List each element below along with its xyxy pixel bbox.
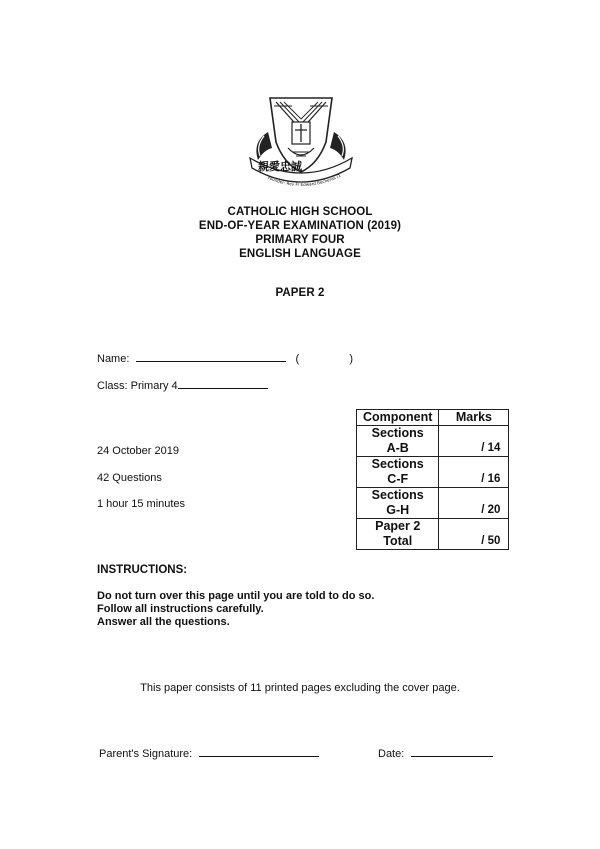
class-row — [97, 378, 268, 393]
index-paren-close: ) — [349, 353, 353, 365]
crest-founder-ribbon: Founder: Rev Fr Edward Becheras (1 — [267, 172, 342, 188]
name-field[interactable] — [136, 351, 286, 362]
component-header: Component — [357, 410, 439, 426]
name-label: Name: — [97, 353, 130, 365]
instruction-line: Answer all the questions. — [97, 616, 230, 628]
level-title: PRIMARY FOUR — [255, 234, 345, 246]
component-cell: Paper 2 Total — [357, 519, 439, 550]
marks-cell[interactable]: / 20 — [439, 488, 509, 519]
signature-date-label: Date: — [378, 748, 405, 760]
component-cell: Sections C-F — [357, 457, 439, 488]
instructions-title: INSTRUCTIONS: — [97, 564, 188, 576]
signature-date-field[interactable] — [411, 746, 493, 757]
table-row — [357, 457, 509, 488]
instruction-line: Follow all instructions carefully. — [97, 603, 264, 615]
class-field[interactable] — [178, 378, 268, 389]
exam-title: END-OF-YEAR EXAMINATION (2019) — [198, 220, 402, 232]
index-paren-open: ( — [295, 353, 300, 365]
crest-motto: 親愛忠誠 — [258, 160, 302, 173]
page-count-note: This paper consists of 11 printed pages excluding the cover page. — [140, 682, 460, 694]
school-name: CATHOLIC HIGH SCHOOL — [227, 206, 373, 218]
name-row — [97, 351, 353, 366]
parent-signature-label: Parent's Signature: — [99, 748, 193, 760]
marks-cell[interactable]: / 14 — [439, 426, 509, 457]
marks-cell[interactable]: / 50 — [439, 519, 509, 550]
signature-date-row — [378, 746, 493, 761]
marks-table — [356, 409, 509, 550]
parent-signature-field[interactable] — [199, 746, 319, 757]
exam-duration: 1 hour 15 minutes — [97, 498, 186, 510]
subject-title: ENGLISH LANGUAGE — [239, 248, 361, 260]
parent-signature-row — [99, 746, 319, 761]
marks-table-header — [357, 410, 509, 426]
marks-header: Marks — [439, 410, 509, 426]
class-label: Class: Primary 4 — [97, 380, 178, 392]
component-cell: Sections G-H — [357, 488, 439, 519]
school-crest — [246, 92, 356, 192]
table-row — [357, 519, 509, 550]
table-row — [357, 426, 509, 457]
exam-date: 24 October 2019 — [97, 445, 179, 457]
marks-cell[interactable]: / 16 — [439, 457, 509, 488]
paper-title: PAPER 2 — [275, 287, 325, 299]
question-count: 42 Questions — [97, 472, 162, 484]
table-row — [357, 488, 509, 519]
instruction-line: Do not turn over this page until you are told to do so. — [97, 590, 375, 602]
component-cell: Sections A-B — [357, 426, 439, 457]
